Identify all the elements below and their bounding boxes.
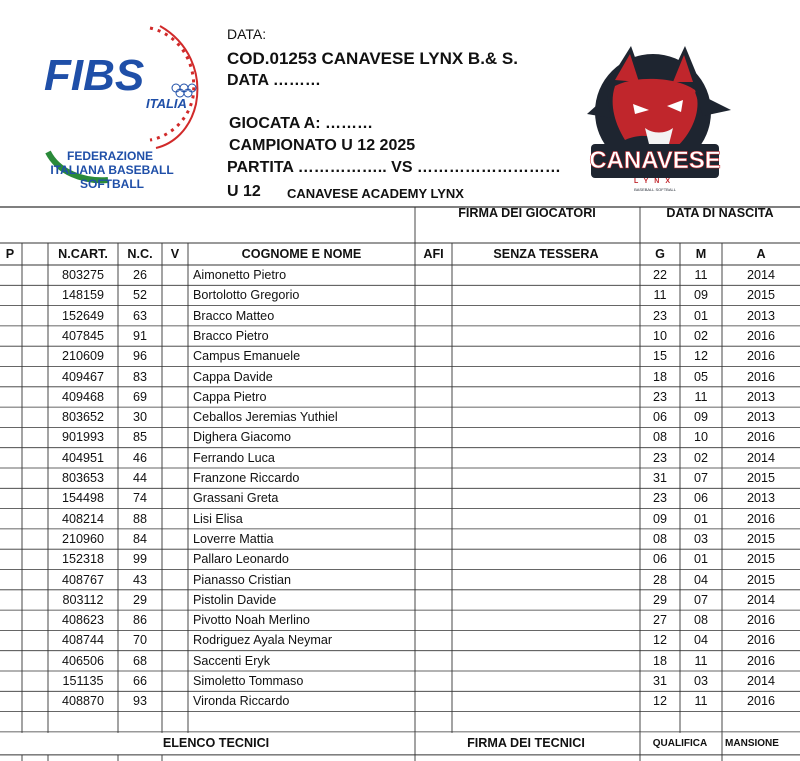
table-cell: 2014 xyxy=(746,592,776,607)
table-cell: 408623 xyxy=(61,613,105,628)
table-cell: 152649 xyxy=(61,308,105,323)
fibs-italiana-baseball: ITALIANA BASEBALL xyxy=(50,163,174,177)
table-cell: 44 xyxy=(132,471,148,485)
table-cell: 12 xyxy=(652,633,668,648)
roster-table xyxy=(0,206,800,761)
table-cell: 408214 xyxy=(61,511,105,526)
table-cell: Dighera Giacomo xyxy=(193,430,291,445)
table-cell: 08 xyxy=(652,430,668,445)
table-cell: 09 xyxy=(693,410,709,425)
table-cell: 04 xyxy=(693,633,709,648)
team-code: COD.01253 CANAVESE LYNX B.& S. xyxy=(227,49,518,68)
table-cell: 10 xyxy=(693,430,709,445)
column-header: G xyxy=(655,247,665,261)
table-cell: 12 xyxy=(693,349,709,364)
table-cell: 01 xyxy=(693,511,709,526)
table-cell: 2016 xyxy=(746,328,776,343)
table-cell: 2014 xyxy=(746,674,776,688)
table-cell: 2015 xyxy=(746,552,776,567)
table-cell: 23 xyxy=(652,450,668,465)
table-cell: 2016 xyxy=(746,613,776,628)
table-cell: 03 xyxy=(693,674,709,688)
table-cell: 18 xyxy=(652,653,668,668)
table-cell: 09 xyxy=(652,511,668,526)
table-cell: 02 xyxy=(693,328,709,343)
table-cell: 406506 xyxy=(61,653,105,668)
lynx-wordmark: CANAVESE xyxy=(589,147,721,174)
table-cell: 52 xyxy=(132,288,148,303)
table-cell: 408870 xyxy=(61,694,105,709)
table-cell: 69 xyxy=(132,389,148,404)
table-cell: 96 xyxy=(132,349,148,364)
fibs-italia: ITALIA xyxy=(146,96,187,111)
lynx-sub: LYNX xyxy=(633,178,677,185)
column-header: SENZA TESSERA xyxy=(493,247,599,261)
played-at-field: GIOCATA A: ……… xyxy=(229,115,373,132)
table-cell: 07 xyxy=(693,471,709,485)
table-cell: 28 xyxy=(652,572,668,587)
column-header: M xyxy=(695,247,707,261)
table-cell: 2015 xyxy=(746,288,776,303)
table-cell: Campus Emanuele xyxy=(193,349,301,364)
column-header: A xyxy=(756,247,766,261)
table-cell: 901993 xyxy=(61,430,105,445)
table-cell: Saccenti Eryk xyxy=(193,653,270,668)
table-cell: 803112 xyxy=(62,592,104,607)
table-cell: 01 xyxy=(693,308,709,323)
table-cell: 74 xyxy=(132,491,148,506)
table-cell: 22 xyxy=(652,268,668,282)
table-cell: 2014 xyxy=(746,450,776,465)
table-cell: 2015 xyxy=(746,531,776,546)
table-cell: 11 xyxy=(694,694,708,709)
table-cell: 15 xyxy=(652,349,668,364)
table-cell: 11 xyxy=(694,389,708,404)
table-grid-lines xyxy=(0,206,800,761)
category-label: U 12 xyxy=(227,183,261,200)
table-cell: 2013 xyxy=(746,389,776,404)
table-cell: 18 xyxy=(652,369,668,384)
table-cell: Franzone Riccardo xyxy=(193,471,300,485)
table-cell: 63 xyxy=(132,308,148,323)
table-cell: Ceballos Jeremias Yuthiel xyxy=(193,410,338,425)
table-cell: 93 xyxy=(132,694,148,709)
group-data-nascita: DATA DI NASCITA xyxy=(666,206,774,220)
table-cell: 23 xyxy=(652,491,668,506)
table-cell: 01 xyxy=(693,552,709,567)
table-cell: 30 xyxy=(132,410,148,425)
column-header: COGNOME E NOME xyxy=(241,247,362,261)
table-cell: Pistolin Davide xyxy=(193,592,277,607)
table-cell: 84 xyxy=(132,531,148,546)
table-cell: 86 xyxy=(132,613,148,628)
table-cell: 803653 xyxy=(61,471,105,485)
table-cell: 408767 xyxy=(61,572,105,587)
table-cell: 03 xyxy=(693,531,709,546)
table-cell: 99 xyxy=(132,552,148,567)
table-cell: Cappa Pietro xyxy=(193,389,267,404)
table-cell: 2015 xyxy=(746,572,776,587)
table-cell: 404951 xyxy=(61,450,105,465)
fibs-logo xyxy=(38,22,213,197)
table-cell: 23 xyxy=(652,308,668,323)
table-cell: 68 xyxy=(132,653,148,668)
footer-elenco-tecnici: ELENCO TECNICI xyxy=(162,735,270,750)
table-cell: Grassani Greta xyxy=(193,491,279,506)
table-cell: 11 xyxy=(694,653,708,668)
table-cell: Rodriguez Ayala Neymar xyxy=(193,633,333,648)
table-cell: 10 xyxy=(652,328,668,343)
table-cell: 06 xyxy=(652,552,668,567)
date-field: DATA ……… xyxy=(227,72,321,89)
table-cell: 31 xyxy=(652,471,668,485)
table-cell: 83 xyxy=(132,369,148,384)
sheet-header xyxy=(0,0,800,206)
table-cell: 88 xyxy=(132,511,148,526)
footer-qualifica: QUALIFICA xyxy=(652,737,708,749)
table-cell: 12 xyxy=(652,694,668,709)
group-firma-giocatori: FIRMA DEI GIOCATORI xyxy=(458,206,596,220)
table-cell: 05 xyxy=(693,369,709,384)
team-name: CANAVESE ACADEMY LYNX xyxy=(287,186,464,201)
table-cell: Bracco Pietro xyxy=(193,328,269,343)
table-cell: 26 xyxy=(132,268,148,282)
table-cell: 91 xyxy=(132,328,148,343)
footer-firma-tecnici: FIRMA DEI TECNICI xyxy=(467,735,585,750)
canavese-lynx-logo xyxy=(585,40,733,198)
match-field: PARTITA …………….. VS ……………………… xyxy=(227,159,561,176)
table-cell: 2016 xyxy=(746,694,776,709)
table-cell: 2013 xyxy=(746,308,776,323)
table-cell: 11 xyxy=(694,268,708,282)
table-cell: 11 xyxy=(653,288,667,303)
table-cell: 27 xyxy=(652,613,668,628)
fibs-federazione: FEDERAZIONE xyxy=(66,149,154,163)
table-cell: 152318 xyxy=(61,552,105,567)
column-header: N.C. xyxy=(127,247,153,261)
table-cell: 23 xyxy=(652,389,668,404)
table-cell: Aimonetto Pietro xyxy=(193,268,287,282)
footer-mansione: MANSIONE xyxy=(725,737,779,749)
lynx-tiny: BASEBALL SOFTBALL xyxy=(634,187,676,192)
table-cell: Cappa Davide xyxy=(193,369,273,384)
table-cell: 07 xyxy=(693,592,709,607)
table-cell: 04 xyxy=(693,572,709,587)
table-cell: Pallaro Leonardo xyxy=(193,552,289,567)
table-cell: 43 xyxy=(132,572,148,587)
table-cell: 210609 xyxy=(61,349,105,364)
table-cell: 2014 xyxy=(746,268,776,282)
column-header: V xyxy=(170,247,180,261)
table-cell: Simoletto Tommaso xyxy=(193,674,304,688)
table-cell: 803652 xyxy=(61,410,105,425)
table-cell: 09 xyxy=(693,288,709,303)
table-cell: 151135 xyxy=(62,674,104,688)
table-cell: 409467 xyxy=(61,369,105,384)
table-cell: 409468 xyxy=(61,389,105,404)
table-cell: 06 xyxy=(693,491,709,506)
table-cell: 803275 xyxy=(61,268,105,282)
table-cell: 2013 xyxy=(746,410,776,425)
table-cell: 407845 xyxy=(61,328,105,343)
data-label: DATA: xyxy=(227,26,267,42)
table-cell: 85 xyxy=(132,430,148,445)
table-cell: 70 xyxy=(132,633,148,648)
table-cell: 02 xyxy=(693,450,709,465)
table-cell: Bracco Matteo xyxy=(193,308,275,323)
table-cell: Loverre Mattia xyxy=(193,531,274,546)
table-cell: Pianasso Cristian xyxy=(193,572,291,587)
table-cell: 06 xyxy=(652,410,668,425)
table-cell: 2016 xyxy=(746,633,776,648)
table-cell: 2013 xyxy=(746,491,776,506)
fibs-wordmark: FIBS xyxy=(44,51,145,100)
table-cell: 148159 xyxy=(61,288,105,303)
table-cell: 31 xyxy=(652,674,668,688)
championship-label: CAMPIONATO U 12 2025 xyxy=(229,137,416,154)
table-cell: Pivotto Noah Merlino xyxy=(193,613,310,628)
fibs-softball: SOFTBALL xyxy=(80,177,144,191)
table-cell: 08 xyxy=(652,531,668,546)
table-cell: Vironda Riccardo xyxy=(193,694,290,709)
column-header: N.CART. xyxy=(58,247,108,261)
column-header: AFI xyxy=(423,247,444,261)
table-cell: 2016 xyxy=(746,430,776,445)
table-cell: 2016 xyxy=(746,349,776,364)
table-cell: 29 xyxy=(652,592,668,607)
table-cell: 46 xyxy=(132,450,148,465)
table-cell: 154498 xyxy=(61,491,105,506)
table-cell: 2016 xyxy=(746,369,776,384)
column-header: P xyxy=(5,247,15,261)
table-cell: 2016 xyxy=(746,511,776,526)
table-cell: 2015 xyxy=(746,471,776,485)
table-cell: 08 xyxy=(693,613,709,628)
table-cell: 66 xyxy=(132,674,148,688)
table-cell: 210960 xyxy=(61,531,105,546)
table-cell: Ferrando Luca xyxy=(193,450,275,465)
table-cell: 408744 xyxy=(61,633,105,648)
table-cell: Lisi Elisa xyxy=(193,511,243,526)
table-cell: 2016 xyxy=(746,653,776,668)
table-cell: Bortolotto Gregorio xyxy=(193,288,300,303)
table-cell: 29 xyxy=(132,592,148,607)
